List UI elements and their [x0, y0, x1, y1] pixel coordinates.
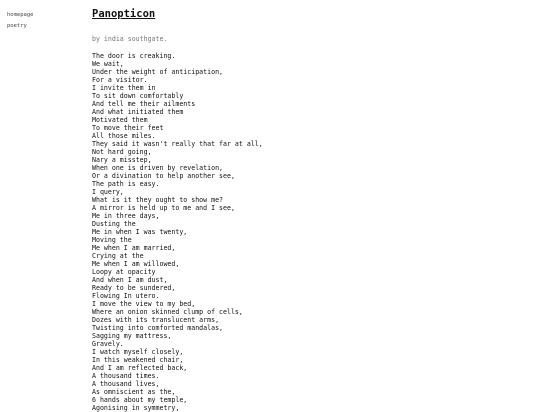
poem-line: Gravely.: [92, 340, 124, 348]
poem-line: In this weakened chair,: [92, 356, 184, 364]
poem-line: To move their feet: [92, 124, 164, 132]
poem-line: Where an onion skinned clump of cells,: [92, 308, 243, 316]
poem-line: I move the view to my bed,: [92, 300, 196, 308]
poem-byline: by india southgate.: [92, 35, 168, 43]
poem-line: Agonising in symmetry,: [92, 404, 180, 412]
poem-line: Me when I am willowed,: [92, 260, 180, 268]
poem-line: Not hard going,: [92, 148, 152, 156]
poem-line: A thousand lives,: [92, 380, 160, 388]
poem-line: Loopy at opacity: [92, 268, 156, 276]
poem-line: Or a divination to help another see,: [92, 172, 235, 180]
poem-line: What is it they ought to show me?: [92, 196, 224, 204]
poem-line: I invite them in: [92, 84, 156, 92]
poem-line: I query,: [92, 188, 124, 196]
poem-line: The path is easy.: [92, 180, 160, 188]
sidebar-nav: [7, 10, 34, 32]
poem-line: Nary a misstep,: [92, 156, 152, 164]
poem-line: To sit down comfortably: [92, 92, 184, 100]
poem-line: Me in when I was twenty,: [92, 228, 188, 236]
poem-line: 6 hands about my temple,: [92, 396, 188, 404]
poem-line: Motivated them: [92, 116, 148, 124]
poem-line: Dusting the: [92, 220, 136, 228]
poem-line: Moving the: [92, 236, 132, 244]
poem-line: The door is creaking.: [92, 52, 176, 60]
poem-line: Crying at the: [92, 252, 144, 260]
nav-link-homepage[interactable]: homepage: [7, 12, 34, 18]
poem-line: Dozes with its translucent arms,: [92, 316, 220, 324]
poem-line: Sagging my mattress,: [92, 332, 172, 340]
poem-line: Me in three days,: [92, 212, 160, 220]
poem-line: As omniscient as the,: [92, 388, 176, 396]
poem-line: They said it wasn't really that far at all,: [92, 140, 263, 148]
poem-title: Panopticon: [92, 8, 156, 20]
poem-line: We wait,: [92, 60, 124, 68]
poem-line: Under the weight of anticipation,: [92, 68, 224, 76]
poem-line: And what initiated them: [92, 108, 184, 116]
poem-line: For a visitor.: [92, 76, 148, 84]
poem-line: I watch myself closely,: [92, 348, 184, 356]
poem-line: Twisting into comforted mandalas,: [92, 324, 224, 332]
poem-line: A thousand times.: [92, 372, 160, 380]
poem-line: A mirror is held up to me and I see,: [92, 204, 235, 212]
main-content: [92, 8, 532, 412]
poem-line: And I am reflected back,: [92, 364, 188, 372]
poem-line: Me when I am married,: [92, 244, 176, 252]
poem-line: Ready to be sundered,: [92, 284, 176, 292]
poem-line: All those miles.: [92, 132, 156, 140]
poem-line: And when I am dust,: [92, 276, 168, 284]
nav-link-poetry[interactable]: poetry: [7, 23, 27, 29]
poem-line: Flowing In utero.: [92, 292, 160, 300]
poem-line: When one is driven by revelation,: [92, 164, 224, 172]
poem-line: And tell me their ailments: [92, 100, 196, 108]
poem-body: [92, 52, 532, 412]
